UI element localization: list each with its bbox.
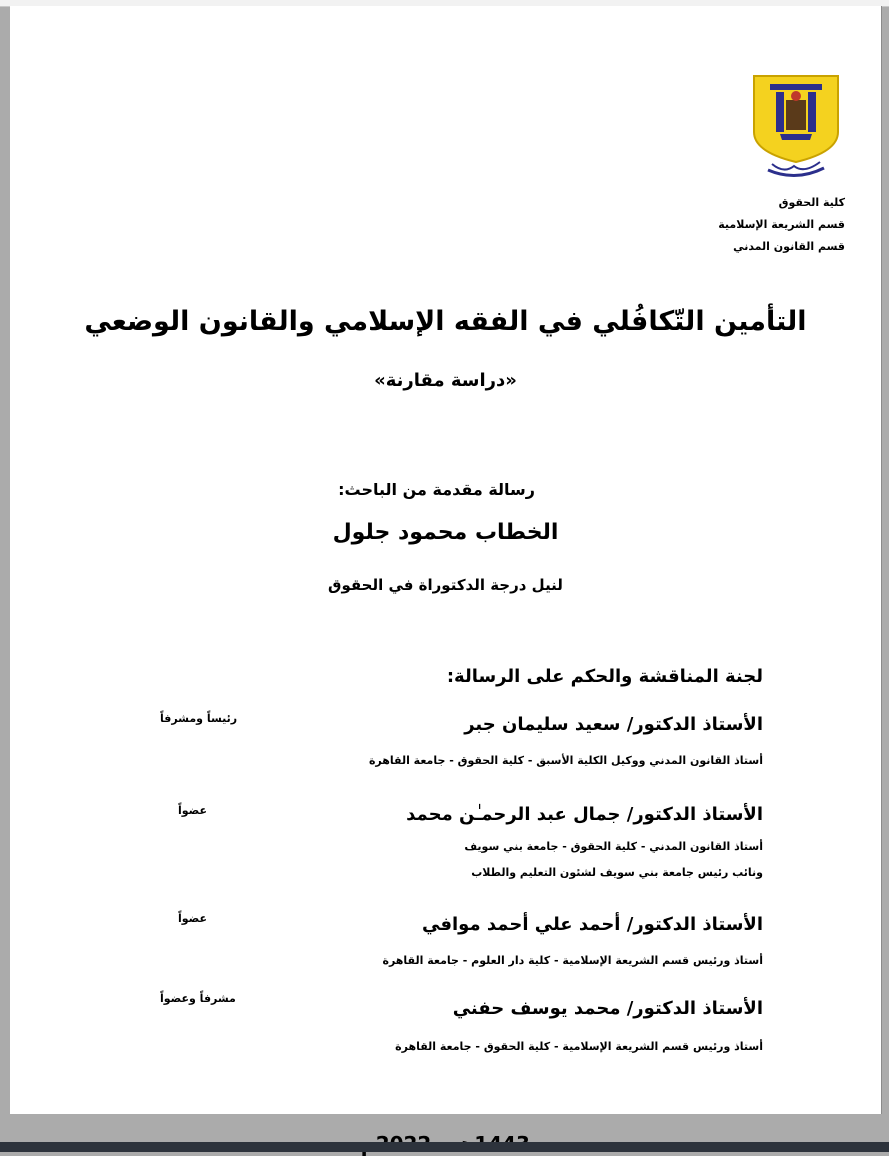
intro-line: رسالة مقدمة من الباحث: <box>338 480 535 499</box>
cairo-university-logo <box>750 70 842 180</box>
department-civil: قسم القانون المدني <box>733 240 845 253</box>
department-sharia: قسم الشريعة الإسلامية <box>718 218 845 231</box>
committee-member-name: الأستاذ الدكتور/ محمد يوسف حفني <box>452 998 763 1019</box>
committee-member-role: عضواً <box>178 912 208 925</box>
committee-member-name: الأستاذ الدكتور/ جمال عبد الرحمـٰن محمد <box>406 804 763 825</box>
committee-member-role: رئيساً ومشرفاً <box>160 712 238 725</box>
committee-member-desc: أستاذ القانون المدني ووكيل الكلية الأسبق - كلية الحقوق - جامعة القاهرة <box>368 754 763 767</box>
author-name: الخطاب محمود جلول <box>332 520 559 545</box>
committee-member-name: الأستاذ الدكتور/ سعيد سليمان جبر <box>464 714 763 735</box>
committee-member-role: عضواً <box>178 804 208 817</box>
taskbar <box>0 1142 889 1152</box>
thesis-title: التأمين التّكافُلي في الفقه الإسلامي والقانون الوضعي <box>84 306 807 337</box>
committee-heading: لجنة المناقشة والحكم على الرسالة: <box>446 666 763 687</box>
committee-member-name: الأستاذ الدكتور/ أحمد علي أحمد موافي <box>422 914 763 935</box>
thesis-subtitle: «دراسة مقارنة» <box>374 370 517 391</box>
committee-member-desc: أستاذ ورئيس قسم الشريعة الإسلامية - كلية دار العلوم - جامعة القاهرة <box>382 954 763 967</box>
department-block <box>645 192 845 258</box>
degree-line: لنيل درجة الدكتوراة في الحقوق <box>328 576 563 594</box>
committee-member-desc: أستاذ ورئيس قسم الشريعة الإسلامية - كلية الحقوق - جامعة القاهرة <box>395 1040 763 1053</box>
committee-member-desc: ونائب رئيس جامعة بني سويف لشئون التعليم والطلاب <box>471 866 763 879</box>
committee-member-desc: أستاذ القانون المدني - كلية الحقوق - جامعة بني سويف <box>464 840 763 853</box>
faculty-name: كلية الحقوق <box>778 196 845 209</box>
document-page <box>10 6 881 1114</box>
committee-member-role: مشرفاً وعضواً <box>160 992 236 1005</box>
